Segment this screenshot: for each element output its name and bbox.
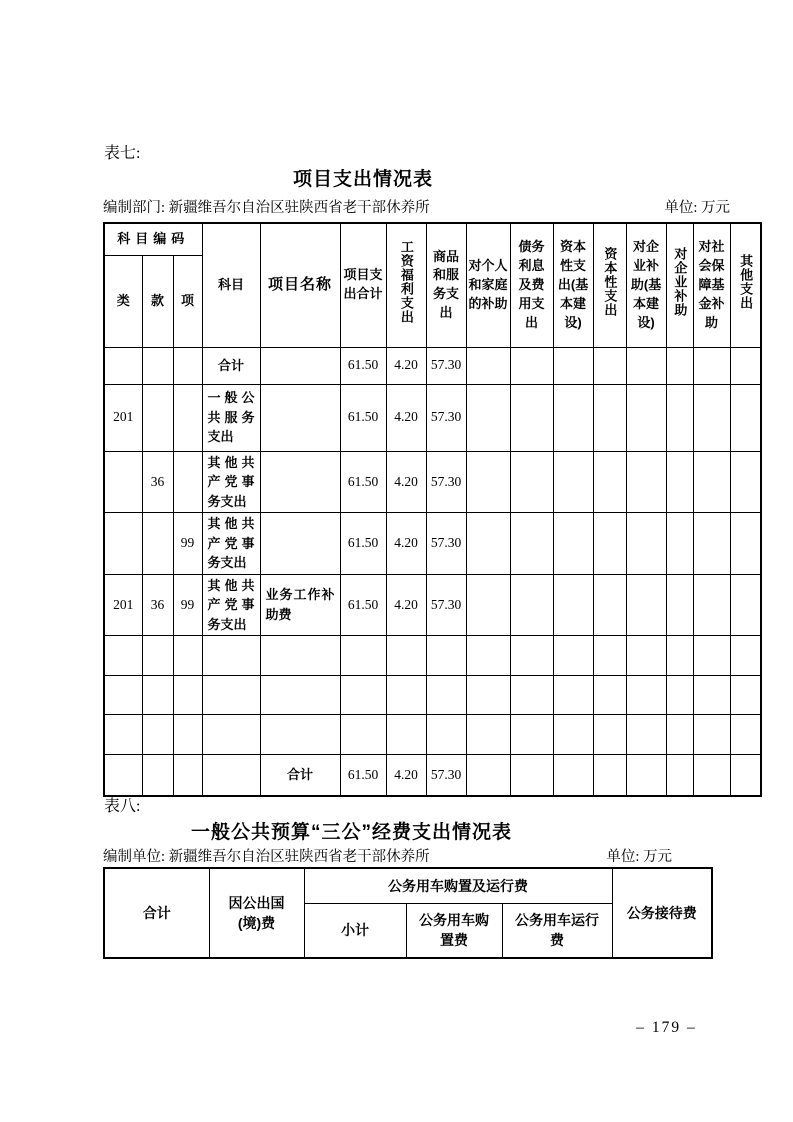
table-cell xyxy=(666,513,693,575)
three-public-expenses-table xyxy=(103,867,713,959)
table-cell xyxy=(104,451,142,513)
table-cell xyxy=(666,636,693,676)
table-cell: 36 xyxy=(142,574,173,636)
table-cell xyxy=(426,676,466,715)
table-cell xyxy=(142,513,173,575)
table-cell xyxy=(104,755,142,796)
table-cell xyxy=(142,384,173,451)
table-cell xyxy=(510,574,553,636)
table-cell: 61.50 xyxy=(340,755,386,796)
table7-org-line xyxy=(103,196,430,217)
col-vehicle-operation: 公务用车运行费 xyxy=(502,903,612,958)
table-row xyxy=(104,513,761,575)
table-cell xyxy=(510,384,553,451)
table-cell xyxy=(666,755,693,796)
table7-org-name: 新疆维吾尔自治区驻陕西省老干部休养所 xyxy=(168,200,430,216)
col-capital: 资本性支出 xyxy=(593,223,626,347)
table-cell: 57.30 xyxy=(426,451,466,513)
table-cell: 4.20 xyxy=(386,451,426,513)
table-cell xyxy=(386,715,426,755)
col-lei: 类 xyxy=(104,255,142,347)
table-cell: 99 xyxy=(173,574,202,636)
table-row xyxy=(104,347,761,384)
table-row xyxy=(104,715,761,755)
table-cell xyxy=(202,755,260,796)
table-row xyxy=(104,636,761,676)
col-social-security-fund: 对社会保障基金补助 xyxy=(693,223,730,347)
table-cell xyxy=(693,513,730,575)
table-cell xyxy=(730,513,761,575)
table7-header-row-1 xyxy=(104,223,761,255)
table8-label: 表八: xyxy=(104,798,141,815)
table-cell xyxy=(553,384,593,451)
table8-org-line xyxy=(103,845,430,866)
table-cell xyxy=(260,451,340,513)
table-cell: 其他共产党事务支出 xyxy=(202,451,260,513)
table-cell xyxy=(730,715,761,755)
table-cell xyxy=(386,636,426,676)
table-cell xyxy=(466,676,510,715)
col-debt-interest: 债务利息及费用支出 xyxy=(510,223,553,347)
table-cell: 36 xyxy=(142,451,173,513)
table-cell xyxy=(730,384,761,451)
table-cell xyxy=(142,755,173,796)
table-cell xyxy=(693,451,730,513)
table-cell: 其他共产党事务支出 xyxy=(202,513,260,575)
table-cell xyxy=(593,755,626,796)
col-vehicle-subtotal: 小计 xyxy=(304,903,406,958)
table-cell xyxy=(260,384,340,451)
table-cell xyxy=(466,636,510,676)
table8-unit: 单位: 万元 xyxy=(606,849,672,865)
table-cell xyxy=(730,755,761,796)
table-cell xyxy=(730,636,761,676)
table-cell: 61.50 xyxy=(340,513,386,575)
table-cell xyxy=(260,676,340,715)
table-cell: 4.20 xyxy=(386,347,426,384)
table-cell: 合计 xyxy=(202,347,260,384)
table-cell xyxy=(553,574,593,636)
table-cell xyxy=(142,636,173,676)
table-cell xyxy=(626,755,666,796)
table-cell: 99 xyxy=(173,513,202,575)
col-subject: 科目 xyxy=(202,223,260,347)
table-cell: 57.30 xyxy=(426,513,466,575)
table-cell xyxy=(104,347,142,384)
table-cell xyxy=(173,636,202,676)
table-cell xyxy=(340,636,386,676)
table-cell xyxy=(386,676,426,715)
table-cell: 201 xyxy=(104,574,142,636)
table8-meta xyxy=(103,845,672,866)
table-cell xyxy=(553,636,593,676)
table-cell xyxy=(466,715,510,755)
table-cell xyxy=(104,715,142,755)
col-vehicle-purchase: 公务用车购置费 xyxy=(406,903,502,958)
table-cell xyxy=(666,347,693,384)
table-cell xyxy=(693,347,730,384)
table-cell xyxy=(693,384,730,451)
table-cell: 201 xyxy=(104,384,142,451)
table-cell xyxy=(426,715,466,755)
table-cell xyxy=(593,451,626,513)
table7-meta xyxy=(103,196,730,217)
table-cell xyxy=(730,451,761,513)
table-cell: 61.50 xyxy=(340,347,386,384)
table-cell xyxy=(510,715,553,755)
col-enterprise-subsidy: 对企业补助 xyxy=(666,223,693,347)
table-row xyxy=(104,676,761,715)
page-number: – 179 – xyxy=(636,1019,697,1036)
col-individual-family: 对个人和家庭的补助 xyxy=(466,223,510,347)
table-cell: 4.20 xyxy=(386,755,426,796)
table-cell xyxy=(730,574,761,636)
table-cell xyxy=(260,636,340,676)
col-goods-services: 商品和服务支出 xyxy=(426,223,466,347)
table-cell xyxy=(553,347,593,384)
table-cell xyxy=(666,715,693,755)
table-cell xyxy=(466,347,510,384)
table-cell xyxy=(340,715,386,755)
table-cell: 61.50 xyxy=(340,384,386,451)
col-code-group: 科目编码 xyxy=(104,223,202,255)
table-cell xyxy=(142,676,173,715)
table-cell xyxy=(626,715,666,755)
table-cell: 61.50 xyxy=(340,574,386,636)
table-cell xyxy=(466,574,510,636)
table-cell xyxy=(173,384,202,451)
table-cell xyxy=(173,755,202,796)
table-row xyxy=(104,384,761,451)
table-cell xyxy=(173,451,202,513)
table-cell xyxy=(593,513,626,575)
table-cell: 57.30 xyxy=(426,755,466,796)
table-cell xyxy=(553,715,593,755)
table-cell xyxy=(666,676,693,715)
table-cell xyxy=(340,676,386,715)
table-cell xyxy=(173,715,202,755)
table-cell xyxy=(202,636,260,676)
table-cell xyxy=(553,676,593,715)
table8-org-name: 新疆维吾尔自治区驻陕西省老干部休养所 xyxy=(168,849,430,865)
table-cell xyxy=(730,347,761,384)
table-cell xyxy=(142,347,173,384)
table-cell xyxy=(626,384,666,451)
col-reception: 公务接待费 xyxy=(612,868,712,958)
col-other-expenditure: 其他支出 xyxy=(730,223,761,347)
col-wage-welfare: 工资福利支出 xyxy=(386,223,426,347)
table-cell: 4.20 xyxy=(386,574,426,636)
table-cell xyxy=(426,636,466,676)
table-cell xyxy=(593,574,626,636)
table-cell xyxy=(104,513,142,575)
col-capital-capitalconstruction: 资本性支出(基本建设) xyxy=(553,223,593,347)
table-cell xyxy=(260,347,340,384)
table-row xyxy=(104,574,761,636)
table-cell xyxy=(730,676,761,715)
table-cell xyxy=(626,451,666,513)
table-cell xyxy=(173,347,202,384)
col-enterprise-capitalconstruction: 对企业补助(基本建设) xyxy=(626,223,666,347)
table-cell xyxy=(693,715,730,755)
project-expenditure-table xyxy=(103,222,762,797)
table-cell: 合计 xyxy=(260,755,340,796)
table-cell xyxy=(553,451,593,513)
table-cell xyxy=(666,574,693,636)
table-cell: 57.30 xyxy=(426,574,466,636)
table-cell xyxy=(593,715,626,755)
table-cell xyxy=(593,636,626,676)
table-cell xyxy=(593,676,626,715)
table-cell xyxy=(626,347,666,384)
table-cell xyxy=(466,384,510,451)
table7-unit: 单位: 万元 xyxy=(664,200,730,216)
table-cell xyxy=(626,636,666,676)
table7-org-label: 编制部门: xyxy=(103,200,166,216)
table-cell xyxy=(626,676,666,715)
table-cell xyxy=(510,451,553,513)
table-cell xyxy=(510,676,553,715)
table-cell: 61.50 xyxy=(340,451,386,513)
table-cell xyxy=(510,347,553,384)
table7-label: 表七: xyxy=(104,145,141,162)
table8-org-label: 编制单位: xyxy=(103,849,166,865)
table-cell xyxy=(260,513,340,575)
table-cell xyxy=(510,513,553,575)
col-project-total: 项目支出合计 xyxy=(340,223,386,347)
table-cell xyxy=(260,715,340,755)
table8-title: 一般公共预算“三公”经费支出情况表 xyxy=(190,822,512,843)
table-cell xyxy=(626,574,666,636)
table-cell xyxy=(693,755,730,796)
table-cell xyxy=(202,676,260,715)
table-cell xyxy=(693,636,730,676)
col-xiang: 项 xyxy=(173,255,202,347)
table-cell: 57.30 xyxy=(426,347,466,384)
table-cell: 其他共产党事务支出 xyxy=(202,574,260,636)
table-row xyxy=(104,755,761,796)
table-cell xyxy=(466,451,510,513)
col-project-name: 项目名称 xyxy=(260,223,340,347)
table-cell xyxy=(142,715,173,755)
table-cell xyxy=(593,384,626,451)
table-cell xyxy=(173,676,202,715)
col-vehicle-group: 公务用车购置及运行费 xyxy=(304,868,612,903)
table-cell xyxy=(553,755,593,796)
table-cell xyxy=(593,347,626,384)
table-cell xyxy=(666,384,693,451)
table-cell xyxy=(693,676,730,715)
table-cell xyxy=(510,636,553,676)
table-cell xyxy=(553,513,593,575)
table-cell xyxy=(510,755,553,796)
table-cell xyxy=(202,715,260,755)
col-abroad: 因公出国(境)费 xyxy=(209,868,304,958)
table-cell: 4.20 xyxy=(386,513,426,575)
table-cell xyxy=(104,676,142,715)
table-cell: 57.30 xyxy=(426,384,466,451)
table-cell xyxy=(626,513,666,575)
table7-title: 项目支出情况表 xyxy=(292,169,433,190)
table-cell xyxy=(466,755,510,796)
table-cell xyxy=(693,574,730,636)
col-kuan: 款 xyxy=(142,255,173,347)
table-cell xyxy=(466,513,510,575)
t7-body xyxy=(104,347,761,796)
table-cell: 业务工作补助费 xyxy=(260,574,340,636)
table-cell xyxy=(104,636,142,676)
col-total: 合计 xyxy=(104,868,209,958)
table8-header-row-1 xyxy=(104,868,712,903)
table-cell: 4.20 xyxy=(386,384,426,451)
table-row xyxy=(104,451,761,513)
table-cell xyxy=(666,451,693,513)
table-cell: 一般公共服务支出 xyxy=(202,384,260,451)
